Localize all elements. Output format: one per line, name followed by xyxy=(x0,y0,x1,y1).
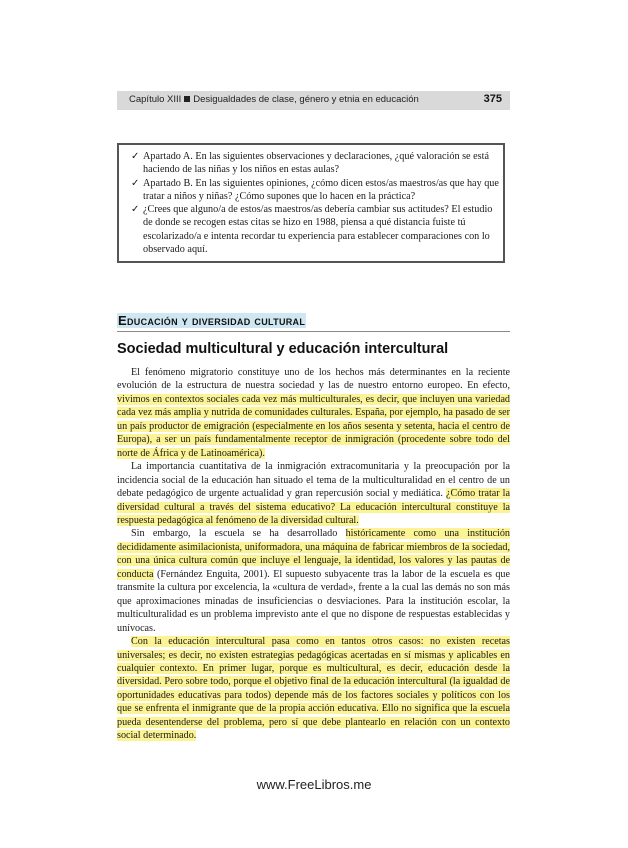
header-text xyxy=(129,94,419,105)
section-heading xyxy=(117,312,510,332)
paragraph-text: Sin embargo, la escuela se ha desarrollado xyxy=(131,528,346,540)
paragraph xyxy=(117,527,510,635)
highlighted-text: ¿Cómo tratar la diversidad cultural a través del sistema educativo? La educación intercultural constituye la respuesta pedagógica al fenómeno de la diversidad cultural. xyxy=(117,488,510,526)
checkmark-icon: ✓ xyxy=(131,177,140,189)
activity-item-text: ¿Crees que alguno/a de estos/as maestros/as debería cambiar sus actitudes? El estudio de donde se recogen estas citas se hizo en 1988, piensa a qué distancia fuiste tú escolarizado/a e intenta recordar tu experiencia para establecer comparaciones con lo observado aquí. xyxy=(143,204,493,256)
paragraph xyxy=(117,366,510,460)
paragraph-text: (Fernández Enguita, 2001). El supuesto subyacente tras la labor de la escuela es que transmite la cultura por excelencia, la «cultura de verdad», frente a la cual las demás no son más que aproximaciones minadas de insuficiencias o desviaciones. Para la institución escolar, la multiculturalidad es un problema imprevisto ante el que no dispone de respuestas establecidas y unívocas. xyxy=(117,568,510,634)
paragraph-text: La importancia cuantitativa de la inmigración extracomunitaria y la preocupación por la incidencia social de la educación han situado el tema de la multiculturalidad en el centro de un debate pedagógico de urgente actualidad y gran repercusión social y mediática. xyxy=(117,461,510,500)
page-number: 375 xyxy=(483,93,502,105)
activity-item xyxy=(131,203,501,256)
activity-list xyxy=(131,150,501,256)
highlighted-text: Con la educación intercultural pasa como en tantos otros casos: no existen recetas universales; es decir, no existen estrategias pedagógicas acertadas en sí mismas y aplicables en cualquier contexto. En primer lugar, porque es multicultural, es decir, educación desde la diversidad. Pero sobre todo, porque el objetivo final de la educación intercultural (la igualdad de oportunidades educativas para todos) depende más de los factores sociales y políticos con los que se enfrenta el inmigrante que de la propia acción educativa. Ello no significa que la escuela pueda desentenderse del problema, pero sí que debe plantearlo en relación con un contexto social determinado. xyxy=(117,636,510,742)
highlighted-text: históricamente como una institución decididamente asimilacionista, uniformadora, una máquina de fabricar miembros de la sociedad, con una única cultura común que incluye el lenguaje, la identidad, los valores y las pautas de conducta xyxy=(117,528,510,580)
activity-box xyxy=(117,143,505,263)
subsection-title: Sociedad multicultural y educación intercultural xyxy=(117,341,449,357)
running-header xyxy=(117,91,510,110)
body-text xyxy=(117,366,510,743)
paragraph xyxy=(117,460,510,527)
chapter-label: Capítulo XIII xyxy=(129,94,182,105)
paragraph-text: El fenómeno migratorio constituye uno de los hechos más determinantes en la reciente evolución de la estructura de nuestra sociedad y las de nuestro entorno europeo. En efecto, xyxy=(117,367,510,392)
highlighted-text: vivimos en contextos sociales cada vez más multiculturales, es decir, que incluyen una variedad cada vez más amplia y nutrida de comunidades culturales. España, por ejemplo, ha pasado de ser un país productor de emigración (especialmente en los años sesenta y setenta, hacia el centro de Europa), a ser un país fundamentalmente receptor de inmigración (procedente sobre todo del norte de África y de Latinoamérica). xyxy=(117,393,510,459)
paragraph xyxy=(117,635,510,743)
checkmark-icon: ✓ xyxy=(131,204,140,216)
activity-item-text: Apartado B. En las siguientes opiniones, ¿cómo dicen estos/as maestros/as que hay que tratar a niños y niñas? ¿Cómo supones que lo hacen en la práctica? xyxy=(143,177,499,202)
checkmark-icon: ✓ xyxy=(131,151,140,162)
footer-url: www.FreeLibros.me xyxy=(256,777,372,792)
chapter-title: Desigualdades de clase, género y etnia en educación xyxy=(193,94,419,105)
activity-item xyxy=(131,150,501,177)
square-bullet-icon xyxy=(184,96,190,102)
section-title: Educación y diversidad cultural xyxy=(118,313,306,328)
activity-item-text: Apartado A. En las siguientes observaciones y declaraciones, ¿qué valoración se está haciendo de las niñas y los niños en estas aulas? xyxy=(143,151,489,176)
activity-item xyxy=(131,177,501,204)
